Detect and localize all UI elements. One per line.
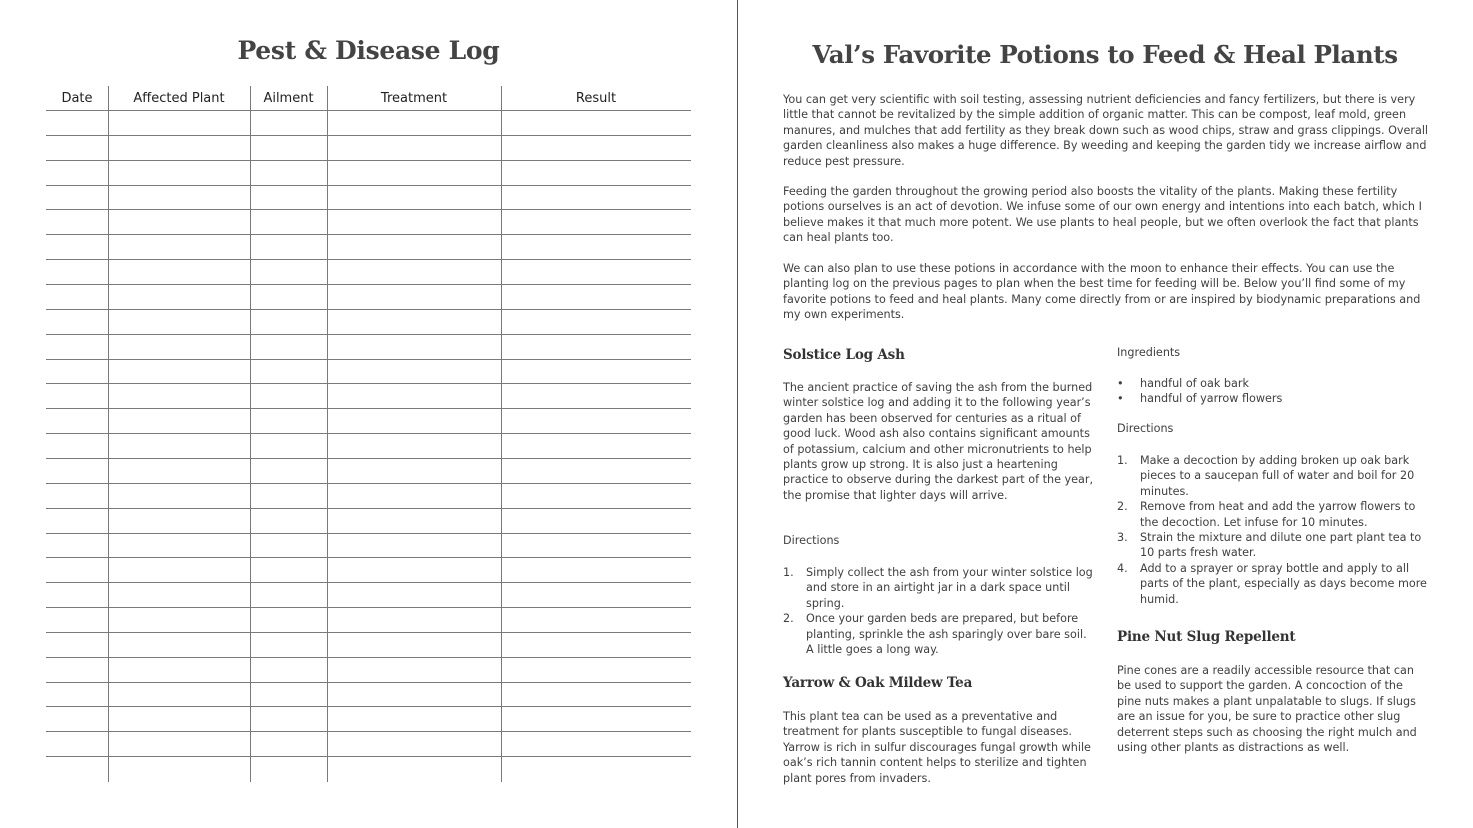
table-row [46,160,691,161]
pine-nut-slug-repellent-title: Pine Nut Slug Repellent [1117,629,1296,645]
column-header-date: Date [61,91,93,106]
table-row [46,508,691,509]
table-row [46,185,691,186]
table-row [46,706,691,707]
table-row [46,533,691,534]
table-row [46,209,691,210]
table-row [46,433,691,434]
table-row [46,234,691,235]
table-row [46,557,691,558]
table-row [46,632,691,633]
column-header-ailment: Ailment [263,91,314,106]
table-row [46,657,691,658]
table-row [46,408,691,409]
solstice-directions-list [783,565,1095,657]
list-item: • handful of oak bark [1117,377,1249,390]
log-title: Pest & Disease Log [237,36,500,65]
table-row [46,110,691,111]
pest-disease-log-table [46,86,691,782]
list-item: 1. Simply collect the ash from your winter solstice log and store in an airtight jar in a dark space until spring. [783,566,1093,610]
table-row [46,334,691,335]
ingredients-label: Ingredients [1117,346,1181,359]
table-row [46,682,691,683]
list-item: 2. Once your garden beds are prepared, but before planting, sprinkle the ash sparingly over bare soil. A little goes a long way. [783,612,1087,657]
table-row [46,582,691,583]
column-header-affected-plant: Affected Plant [133,91,225,106]
table-row [46,458,691,459]
table-row [46,383,691,384]
yarrow-directions-label: Directions [1117,422,1174,435]
table-row [46,284,691,285]
yarrow-directions-list [1117,453,1429,607]
table-row [46,359,691,360]
table-row [46,135,691,136]
table-row [46,731,691,732]
column-header-result: Result [575,91,617,106]
page-divider [737,0,738,828]
list-item: • handful of yarrow flowers [1117,392,1283,406]
intro-paragraph-1: You can get very scientific with soil testing, assessing nutrient deficiencies and fancy fertilizers, but there is very little that cannot be revitalized by the simple addition of organic matter. This can be compost, leaf mold, green manures, and mulches that add fertility as they break down such as wood chips, straw and grass clippings. Overall garden cleanliness also makes a huge difference. By weeding and keeping the garden tidy we increase airflow and reduce pest pressure. [783,93,1429,168]
table-row [46,756,691,757]
table-row [46,607,691,608]
list-item: 2. Remove from heat and add the yarrow flowers to the decoction. Let infuse for 10 minutes. [1117,500,1416,529]
solstice-description: The ancient practice of saving the ash from the burned winter solstice log and adding it to the following year’s garden has been observed for centuries as a ritual of good luck. Wood ash also contains significant amounts of potassium, calcium and other micronutrients to help plants grow up strong. It is also just a heartening practice to observe during the darkest part of the year, the promise that lighter days will arrive. [783,381,1094,502]
column-header-treatment: Treatment [380,91,448,106]
pine-description: Pine cones are a readily accessible resource that can be used to support the garden. A concoction of the pine nuts makes a plant unpalatable to slugs. If slugs are an issue for you, be sure to practice other slug deterrent steps such as choosing the right mulch and using other plants as distractions as well. [1117,664,1417,755]
yarrow-oak-mildew-tea-title: Yarrow & Oak Mildew Tea [783,675,973,691]
yarrow-description: This plant tea can be used as a preventative and treatment for plants susceptible to fungal diseases. Yarrow is rich in sulfur discourages fungal growth while oak’s rich tannin content helps to sterilize and tighten plant pores from invaders. [783,710,1091,785]
list-item: 3. Strain the mixture and dilute one part plant tea to 10 parts fresh water. [1117,531,1422,560]
list-item: 4. Add to a sprayer or spray bottle and apply to all parts of the plant, especially as days become more humid. [1117,561,1427,606]
table-row [46,259,691,260]
potions-title: Val’s Favorite Potions to Feed & Heal Plants [812,40,1398,69]
solstice-directions-label: Directions [783,534,840,547]
list-item: 1. Make a decoction by adding broken up oak bark pieces to a saucepan full of water and boil for 20 minutes. [1117,454,1415,498]
ingredients-list [1117,376,1429,407]
table-row [46,483,691,484]
table-row [46,309,691,310]
solstice-log-ash-title: Solstice Log Ash [783,347,905,363]
intro-paragraph-2: Feeding the garden throughout the growing period also boosts the vitality of the plants. Making these fertility potions ourselves is an act of devotion. We infuse some of our own energy and intentions into each batch, which I believe makes it that much more potent. We use plants to heal people, but we often overlook the fact that plants can heal plants too. [783,185,1422,245]
intro-paragraph-3: We can also plan to use these potions in accordance with the moon to enhance their effects. You can use the planting log on the previous pages to plan when the best time for feeding will be. Below you’ll find some of my favorite potions to feed and heal plants. Many come directly from or are inspired by biodynamic preparations and my own experiments. [783,262,1421,322]
